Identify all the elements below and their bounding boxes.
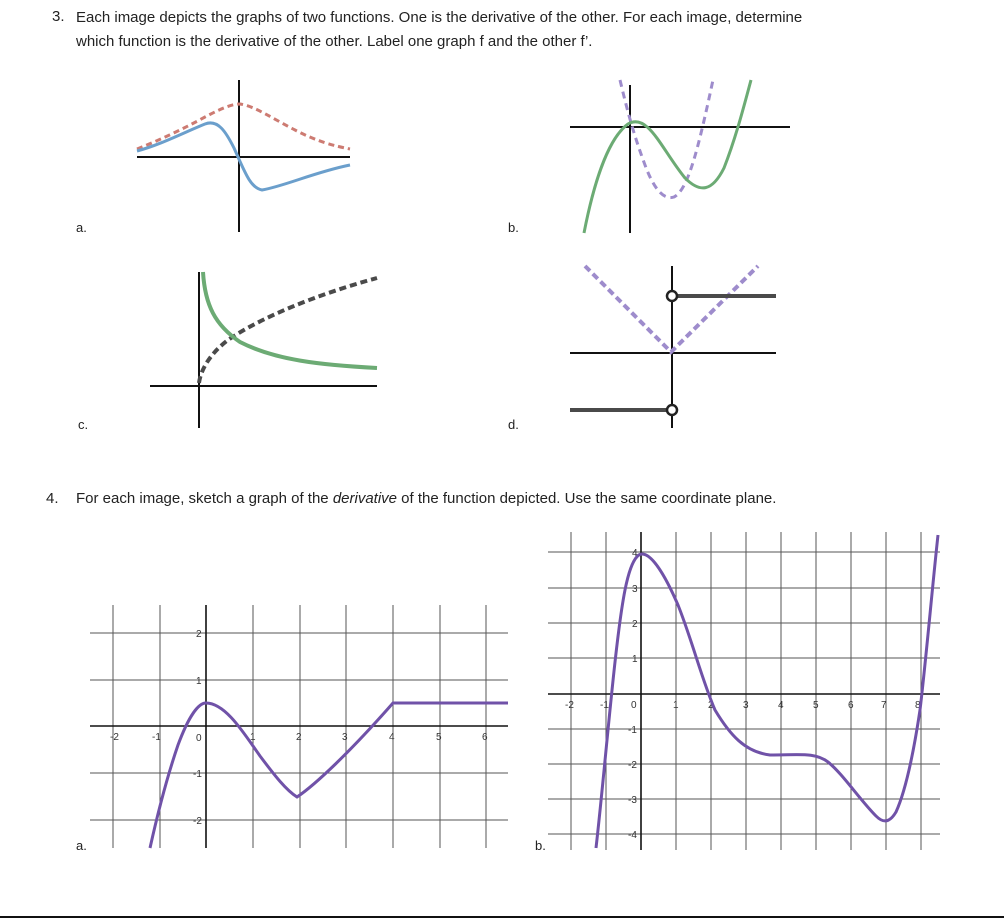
q4-text-emphasis: derivative bbox=[332, 490, 398, 507]
svg-text:2: 2 bbox=[708, 700, 714, 711]
q3-label-a: a. bbox=[76, 220, 87, 235]
svg-text:2: 2 bbox=[196, 629, 202, 640]
svg-text:1: 1 bbox=[632, 654, 638, 665]
svg-text:4: 4 bbox=[389, 732, 395, 743]
svg-text:3: 3 bbox=[632, 584, 638, 595]
svg-text:-2: -2 bbox=[193, 816, 202, 827]
svg-text:1: 1 bbox=[196, 676, 202, 687]
svg-text:-1: -1 bbox=[152, 732, 161, 743]
graph-4a-function-curve bbox=[150, 703, 508, 848]
q3-label-d: d. bbox=[508, 417, 519, 432]
q4-label-a: a. bbox=[76, 838, 87, 853]
q3-label-c: c. bbox=[78, 417, 89, 432]
graph-3d-open-circle-bottom bbox=[667, 405, 677, 415]
svg-text:-3: -3 bbox=[628, 795, 637, 806]
graph-3b-solid-curve bbox=[584, 80, 751, 233]
graph-3d-open-circle-top bbox=[667, 291, 677, 301]
svg-text:0: 0 bbox=[196, 733, 202, 744]
svg-text:4: 4 bbox=[778, 700, 784, 711]
svg-text:1: 1 bbox=[673, 700, 679, 711]
graph-3a-dashed-curve bbox=[137, 104, 350, 149]
svg-text:6: 6 bbox=[848, 700, 854, 711]
q3-line-2: which function is the derivative of the other. Label one graph f and the other f’. bbox=[76, 33, 593, 50]
graph-3b-dashed-curve bbox=[620, 80, 713, 198]
q4-number: 4. bbox=[46, 490, 59, 507]
svg-text:8: 8 bbox=[915, 700, 921, 711]
graph-4a-x-tick-labels bbox=[110, 732, 488, 744]
q3-line-1: Each image depicts the graphs of two functions. One is the derivative of the other. For each image, determine bbox=[76, 9, 803, 26]
svg-text:5: 5 bbox=[436, 732, 442, 743]
graph-4b-function-curve bbox=[596, 535, 938, 848]
svg-text:1: 1 bbox=[250, 732, 256, 743]
svg-text:-2: -2 bbox=[110, 732, 119, 743]
graph-3d bbox=[570, 266, 776, 428]
svg-text:3: 3 bbox=[743, 700, 749, 711]
q4-text: For each image, sketch a graph of the derivative of the function depicted. Use the same coordinate plane. bbox=[76, 490, 777, 507]
svg-text:-1: -1 bbox=[193, 769, 202, 780]
q4-label-b: b. bbox=[535, 838, 546, 853]
svg-text:2: 2 bbox=[632, 619, 638, 630]
graph-3b bbox=[570, 80, 790, 233]
svg-text:-4: -4 bbox=[628, 830, 637, 841]
q3-label-b: b. bbox=[508, 220, 519, 235]
svg-text:3: 3 bbox=[342, 732, 348, 743]
graph-4a bbox=[90, 605, 508, 848]
svg-text:-2: -2 bbox=[565, 700, 574, 711]
svg-text:-1: -1 bbox=[628, 725, 637, 736]
graph-4b-grid bbox=[548, 532, 940, 850]
svg-text:2: 2 bbox=[296, 732, 302, 743]
graph-3a bbox=[137, 80, 350, 232]
svg-text:0: 0 bbox=[631, 700, 637, 711]
q3-number: 3. bbox=[52, 8, 65, 25]
svg-text:7: 7 bbox=[881, 700, 887, 711]
graph-4b bbox=[548, 532, 940, 850]
svg-text:6: 6 bbox=[482, 732, 488, 743]
svg-text:-1: -1 bbox=[600, 700, 609, 711]
svg-text:-2: -2 bbox=[628, 760, 637, 771]
svg-text:4: 4 bbox=[632, 548, 638, 559]
page-bottom-rule bbox=[0, 916, 1004, 918]
graph-3c bbox=[150, 272, 377, 428]
graph-4a-y-tick-labels bbox=[193, 629, 202, 827]
graph-4b-x-tick-labels bbox=[565, 700, 921, 711]
svg-text:5: 5 bbox=[813, 700, 819, 711]
